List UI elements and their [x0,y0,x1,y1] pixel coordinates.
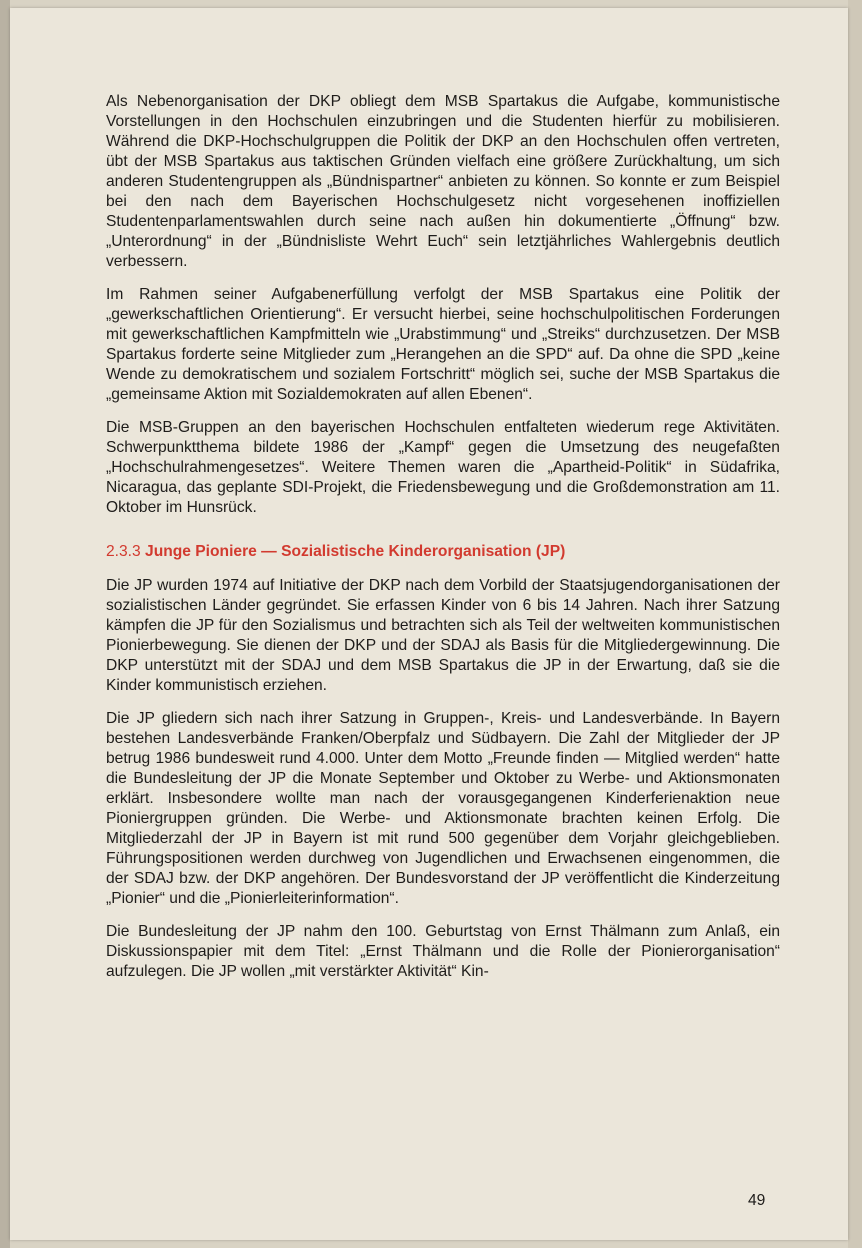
page-edge-right [848,0,862,1248]
section-title: Junge Pioniere — Sozialistische Kinderorganisation (JP) [145,543,566,560]
page-body [106,92,780,995]
paragraph-msb-politics: Im Rahmen seiner Aufgabenerfüllung verfolgt der MSB Spartakus eine Politik der „gewerkschaftlichen Orientierung“. Er versucht hierbei, seine hochschulpolitischen Forderungen mit gewerkschaftlichen Kampfmitteln wie „Urabstimmung“ und „Streiks“ durchzusetzen. Der MSB Spartakus forderte seine Mitglieder zum „Herangehen an die SPD“ auf. Da ohne die SPD „keine Wende zu demokratischem und sozialem Fortschritt“ möglich sei, suche der MSB Spartakus die „gemeinsame Aktion mit Sozialdemokraten auf allen Ebenen“. [106,286,780,403]
paragraph-jp-founding: Die JP wurden 1974 auf Initiative der DKP nach dem Vorbild der Staatsjugendorganisationen der sozialistischen Länder gegründet. Sie erfassen Kinder von 6 bis 14 Jahren. Nach ihrer Satzung kämpfen die JP für den Sozialismus und betrachten sich als Teil der weltweiten kommunistischen Pionierbewegung. Sie dienen der DKP und der SDAJ als Basis für die Mitgliedergewinnung. Die DKP unterstützt mit der SDAJ und dem MSB Spartakus die JP in der Erwartung, daß sie die Kinder kommunistisch erziehen. [106,577,780,694]
paragraph-jp-thaelmann: Die Bundesleitung der JP nahm den 100. Geburtstag von Ernst Thälmann zum Anlaß, ein Diskussionspapier mit dem Titel: „Ernst Thälmann und die Rolle der Pionierorganisation“ aufzulegen. Die JP wollen „mit verstärkter Aktivität“ Kin- [106,923,780,980]
section-heading [106,542,780,562]
page-edge-left [0,0,10,1248]
paragraph-msb-role: Als Nebenorganisation der DKP obliegt dem MSB Spartakus die Aufgabe, kommunistische Vorstellungen in den Hochschulen einzubringen und die Studenten hierfür zu mobilisieren. Während die DKP-Hochschulgruppen die Politik der DKP an den Hochschulen offen vertreten, übt der MSB Spartakus aus taktischen Gründen vielfach eine größere Zurückhaltung, um sich anderen Studentengruppen als „Bündnispartner“ anbieten zu können. So konnte er zum Beispiel bei den nach dem Bayerischen Hochschulgesetz nicht vorgesehenen inoffiziellen Studentenparlamentswahlen durch seine nach außen hin dokumentierte „Öffnung“ bzw. „Unterordnung“ in der „Bündnisliste Wehrt Euch“ sein letztjährliches Wahlergebnis deutlich verbessern. [106,93,780,270]
paragraph-msb-activities: Die MSB-Gruppen an den bayerischen Hochschulen entfalteten wiederum rege Aktivitäten. Schwerpunktthema bildete 1986 der „Kampf“ gegen die Umsetzung des neugefaßten „Hochschulrahmengesetzes“. Weitere Themen waren die „Apartheid-Politik“ in Südafrika, Nicaragua, das geplante SDI-Projekt, die Friedensbewegung und die Großdemonstration am 11. Oktober im Hunsrück. [106,419,780,516]
paragraph-jp-structure: Die JP gliedern sich nach ihrer Satzung in Gruppen-, Kreis- und Landesverbände. In Bayern bestehen Landesverbände Franken/Oberpfalz und Südbayern. Die Zahl der Mitglieder der JP betrug 1986 bundesweit rund 4.000. Unter dem Motto „Freunde finden — Mitglied werden“ hatte die Bundesleitung der JP die Monate September und Oktober zu Werbe- und Aktionsmonaten erklärt. Insbesondere wollte man nach der vorausgegangenen Kinderferienaktion neue Pioniergruppen gründen. Die Werbe- und Aktionsmonate brachten keinen Erfolg. Die Mitgliederzahl der JP in Bayern ist mit rund 500 gegenüber dem Vorjahr gleichgeblieben. Führungspositionen werden durchweg von Jugendlichen und Erwachsenen eingenommen, die der SDAJ bzw. der DKP angehören. Der Bundesvorstand der JP veröffentlicht die Kinderzeitung „Pionier“ und die „Pionierleiterinformation“. [106,710,780,907]
document-page [10,8,848,1240]
section-number: 2.3.3 [106,543,141,560]
page-number: 49 [748,1192,766,1209]
